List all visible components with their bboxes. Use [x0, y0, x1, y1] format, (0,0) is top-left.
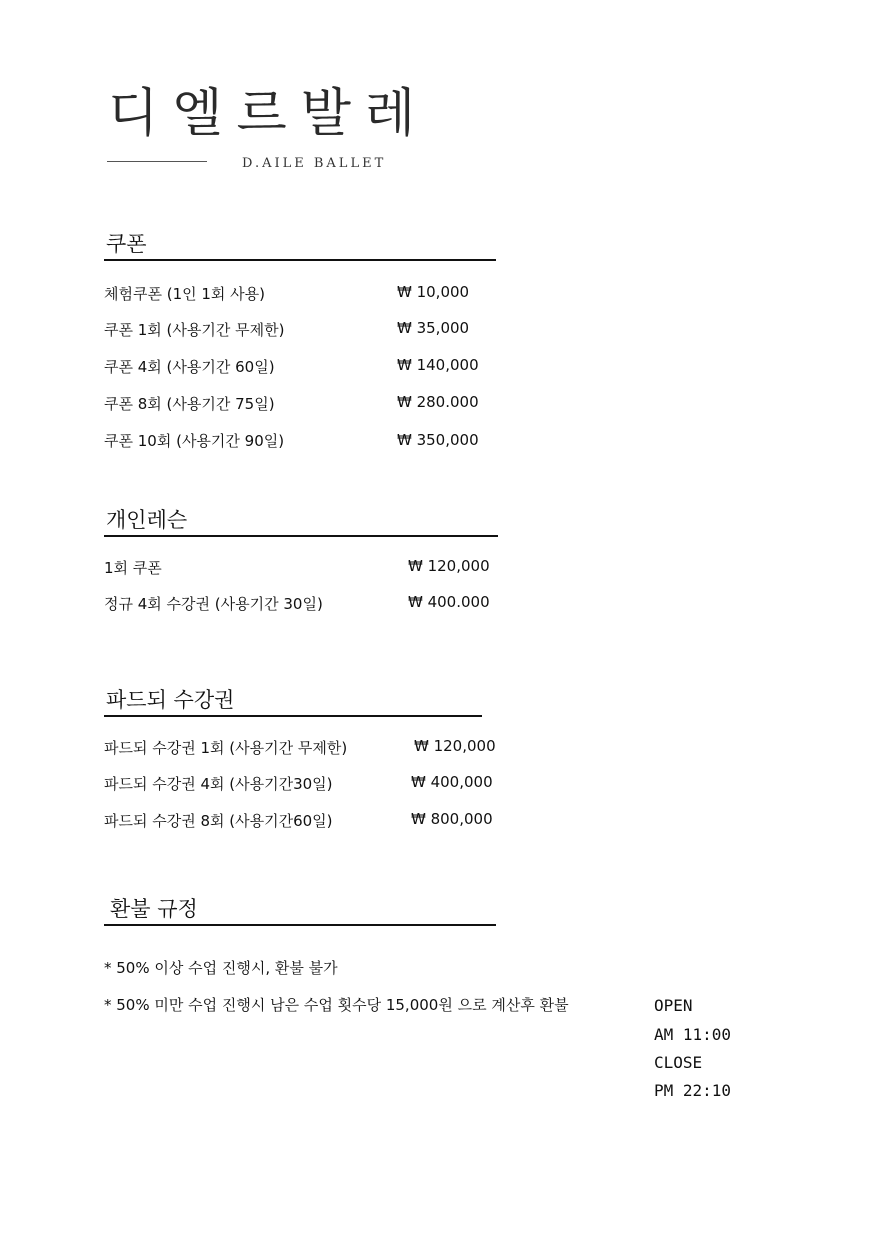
pasdedeux-item-name: 파드되 수강권 1회 (사용기간 무제한) [104, 739, 348, 757]
logo-divider [107, 161, 207, 162]
section-rule-pasdedeux [104, 715, 482, 717]
hours-close-time: PM 22:10 [654, 1081, 732, 1100]
section-rule-private [104, 535, 498, 537]
coupon-item-price: ₩ 350,000 [397, 431, 479, 449]
pasdedeux-item-name: 파드되 수강권 4회 (사용기간30일) [104, 775, 333, 793]
section-rule-coupon [104, 259, 496, 261]
coupon-item-price: ₩ 140,000 [397, 356, 479, 374]
hours-open-label: OPEN [654, 996, 693, 1015]
coupon-item-name: 쿠폰 4회 (사용기간 60일) [104, 358, 275, 376]
pasdedeux-item-name: 파드되 수강권 8회 (사용기간60일) [104, 812, 333, 830]
pasdedeux-item-price: ₩ 400,000 [411, 773, 493, 791]
coupon-item-name: 쿠폰 10회 (사용기간 90일) [104, 432, 285, 450]
coupon-item-name: 쿠폰 8회 (사용기간 75일) [104, 395, 275, 413]
hours-open-time: AM 11:00 [654, 1025, 732, 1044]
section-title-coupon: 쿠폰 [106, 232, 147, 256]
hours-close-label: CLOSE [654, 1053, 703, 1072]
pasdedeux-item-price: ₩ 800,000 [411, 810, 493, 828]
section-title-refund: 환불 규정 [110, 897, 198, 921]
coupon-item-name: 체험쿠폰 (1인 1회 사용) [104, 285, 266, 303]
coupon-item-name: 쿠폰 1회 (사용기간 무제한) [104, 321, 285, 339]
coupon-item-price: ₩ 280.000 [397, 393, 479, 411]
private-item-price: ₩ 400.000 [408, 593, 490, 611]
private-item-price: ₩ 120,000 [408, 557, 490, 575]
coupon-item-price: ₩ 35,000 [397, 319, 470, 337]
private-item-name: 1회 쿠폰 [104, 559, 162, 577]
pasdedeux-item-price: ₩ 120,000 [414, 737, 496, 755]
section-title-private: 개인레슨 [106, 508, 188, 532]
private-item-name: 정규 4회 수강권 (사용기간 30일) [104, 595, 323, 613]
section-rule-refund [104, 924, 496, 926]
logo-title: 디엘르발레 [108, 84, 430, 144]
coupon-item-price: ₩ 10,000 [397, 283, 470, 301]
section-title-pasdedeux: 파드되 수강권 [106, 688, 235, 712]
refund-note: * 50% 미만 수업 진행시 남은 수업 횟수당 15,000원 으로 계산후 환불 [104, 996, 569, 1014]
refund-note: * 50% 이상 수업 진행시, 환불 불가 [104, 959, 338, 977]
logo-subtitle: D.AILE BALLET [242, 156, 387, 171]
